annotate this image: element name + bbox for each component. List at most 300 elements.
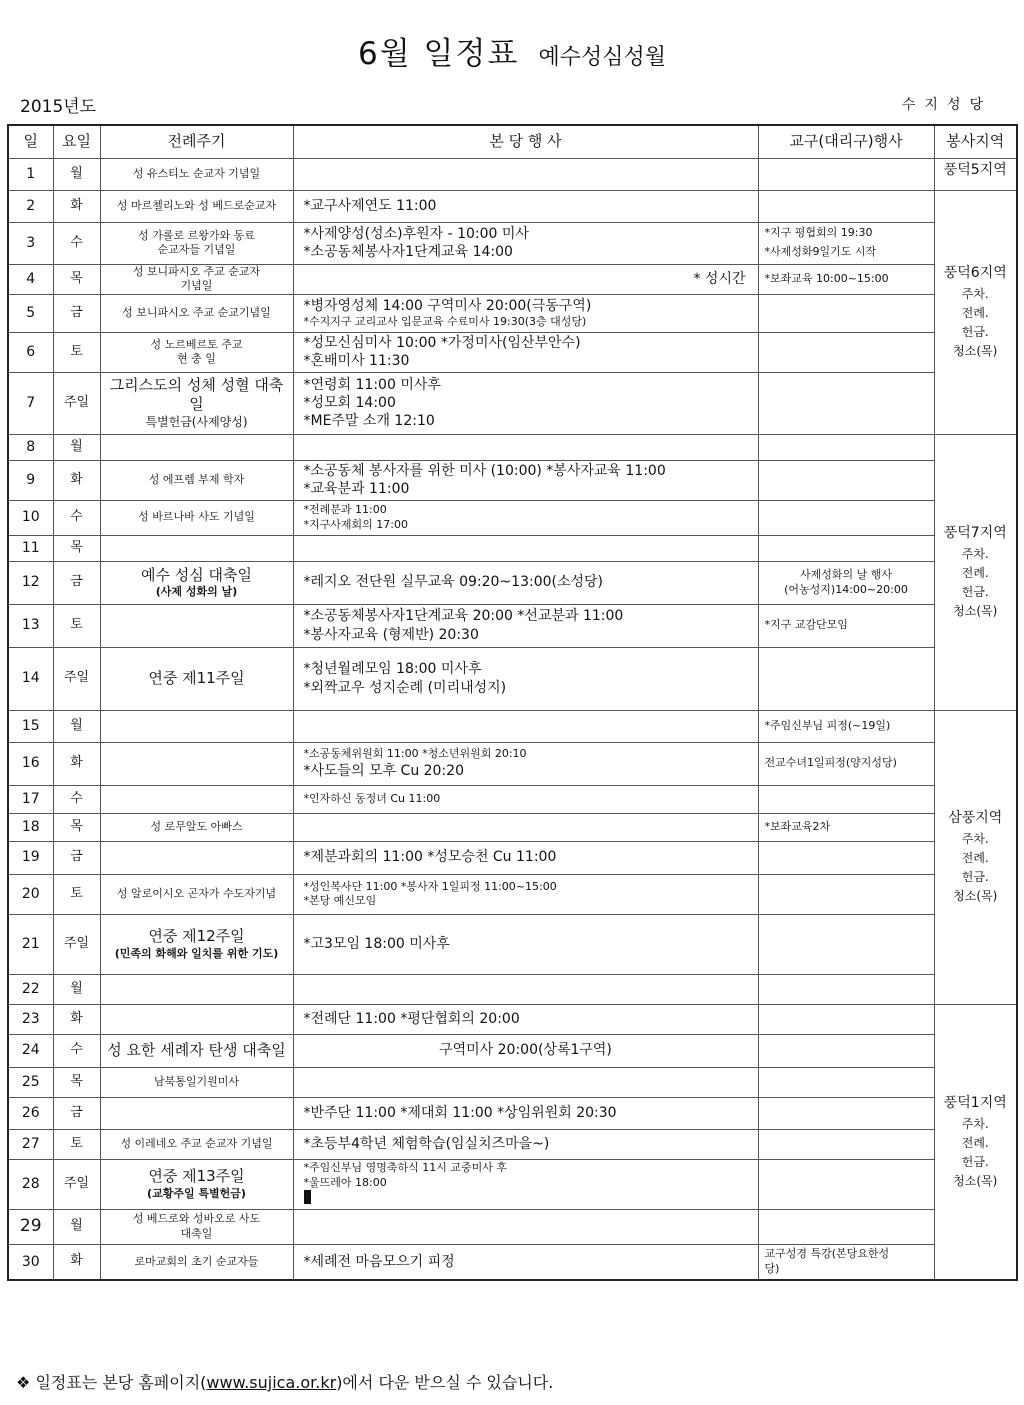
main-events-cell [293,294,758,332]
liturgy-cell [100,647,293,710]
service-area-duty: 청소(목) [953,344,998,359]
parish-label: 수지성당 [901,97,992,113]
main-event-line: *사도들의 모후 Cu 20:20 [303,762,464,779]
weekday-cell: 화 [53,460,100,500]
weekday-cell: 금 [53,561,100,604]
diocese-events-cell [758,332,934,372]
weekday-cell: 금 [53,1097,100,1129]
main-events-cell [293,264,758,294]
liturgy-line: 대축일 [180,1226,213,1240]
liturgy-cell [100,974,293,1004]
liturgy-line: 남북통일기원미사 [153,1074,239,1088]
liturgy-line: 순교자들 기념일 [157,243,236,256]
main-events-cell [293,190,758,222]
main-event-line: *지구사제회의 17:00 [303,517,408,531]
service-area-duty: 주차. [961,286,989,301]
diocese-event-line: *보좌교육 10:00~15:00 [764,271,889,285]
day-cell: 6 [8,332,53,372]
liturgy-cell [100,813,293,841]
day-cell: 5 [8,294,53,332]
main-events-cell [293,500,758,535]
day-cell: 25 [8,1067,53,1097]
weekday-cell: 주일 [53,372,100,434]
service-area-duty: 전례. [961,306,989,320]
liturgy-cell [100,1034,293,1067]
service-area-duty: 헌금. [961,870,989,885]
liturgy-cell [100,158,293,190]
main-events-cell [293,1067,758,1097]
liturgy-line: 성 마르첼리노와 성 베드로순교자 [116,198,277,212]
liturgy-cell [100,561,293,604]
liturgy-cell [100,434,293,460]
service-area-duty: 헌금. [961,325,989,340]
liturgy-cell [100,372,293,434]
year-label: 2015년도 [20,97,97,117]
main-event-line: *병자영성체 14:00 구역미사 20:00(극동구역) [303,297,592,314]
liturgy-cell [100,742,293,785]
day-cell: 18 [8,813,53,841]
service-area-duty: 헌금. [961,1154,989,1169]
main-event-line: *소공동체봉사자1단계교육 14:00 [303,244,513,260]
diocese-event-line: *주임신부님 피정(~19일) [764,718,891,732]
diocese-events-cell [758,710,934,742]
main-events-cell [293,434,758,460]
main-event-line: *전례분과 11:00 [303,503,387,517]
liturgy-cell [100,841,293,874]
diocese-events-cell [758,874,934,914]
liturgy-line: 성 유스티노 순교자 기념일 [132,166,261,180]
title-main: 6월 일정표 [358,36,520,72]
weekday-cell: 토 [53,1129,100,1159]
weekday-cell: 금 [53,841,100,874]
liturgy-cell [100,914,293,974]
liturgy-cell [100,264,293,294]
service-area-title: 풍덕5지역 [943,161,1007,178]
weekday-cell: 금 [53,294,100,332]
schedule-table [7,124,1018,1281]
table-row [8,1034,1017,1067]
liturgy-line: 현 충 일 [177,352,216,365]
liturgy-line: (교황주일 특별헌금) [147,1186,246,1200]
weekday-cell: 목 [53,1067,100,1097]
diocese-events-cell [758,500,934,535]
liturgy-line: 성 베드로와 성바오로 사도 [132,1212,261,1226]
diocese-events-cell [758,914,934,974]
footer-text-after: )에서 다운 받으실 수 있습니다. [336,1373,554,1392]
service-area-duty: 전례. [961,851,989,865]
main-event-line: *청년월례모임 18:00 미사후 [303,661,482,678]
main-event-line: *혼배미사 11:30 [303,353,410,369]
liturgy-line: 연중 제12주일 [148,927,245,946]
liturgy-cell [100,1129,293,1159]
table-row [8,1067,1017,1097]
liturgy-line: (사제 성화의 날) [155,585,238,599]
diocese-event-line: 전교수녀1일피정(양지성당) [764,756,897,770]
diocese-event-line: *보좌교육2차 [764,819,831,833]
liturgy-line: 성 알로이시오 곤자가 수도자기념 [116,886,277,900]
liturgy-cell [100,1097,293,1129]
day-cell: 30 [8,1244,53,1280]
liturgy-line: 성 에프렘 부제 학자 [148,472,245,486]
day-cell: 2 [8,190,53,222]
table-row [8,1159,1017,1209]
day-cell: 19 [8,841,53,874]
main-events-cell [293,785,758,813]
liturgy-cell [100,1159,293,1209]
day-cell: 24 [8,1034,53,1067]
service-area-cell [934,190,1017,434]
table-row [8,158,1017,190]
main-events-cell [293,158,758,190]
day-cell: 9 [8,460,53,500]
table-row [8,914,1017,974]
main-events-cell [293,332,758,372]
diocese-events-cell [758,434,934,460]
header-diocese-events: 교구(대리구)행사 [758,125,934,158]
main-events-cell [293,874,758,914]
header-weekday: 요일 [53,125,100,158]
service-area-title: 풍덕6지역 [943,265,1007,282]
day-cell: 15 [8,710,53,742]
service-area-duty: 주차. [961,831,989,846]
table-row [8,434,1017,460]
main-events-cell [293,535,758,561]
main-event-line: * 성시간 [693,270,746,287]
service-area-title: 풍덕1지역 [943,1095,1007,1112]
main-events-cell [293,647,758,710]
diocese-events-cell [758,742,934,785]
liturgy-cell [100,222,293,264]
diocese-events-cell [758,647,934,710]
diocese-event-line: *사제성화9일기도 시작 [764,245,877,258]
table-row [8,813,1017,841]
day-cell: 3 [8,222,53,264]
weekday-cell: 월 [53,434,100,460]
liturgy-line: 성 보니파시오 주교 순교자 [132,264,261,278]
header-service-area: 봉사지역 [934,125,1017,158]
diocese-events-cell [758,372,934,434]
main-event-line: *반주단 11:00 *제대회 11:00 *상임위원회 20:30 [303,1104,617,1121]
footer-note [16,1370,553,1393]
day-cell: 10 [8,500,53,535]
liturgy-cell [100,874,293,914]
main-events-cell [293,222,758,264]
liturgy-line: 성 이레네오 주교 순교자 기념일 [120,1136,273,1150]
main-events-cell [293,1097,758,1129]
liturgy-line: 성 요한 세례자 탄생 대축일 [107,1040,286,1059]
main-event-line: *전례단 11:00 *평단협회의 20:00 [303,1010,520,1027]
main-event-line: *소공동체 봉사자를 위한 미사 (10:00) *봉사자교육 11:00 [303,462,666,479]
diocese-events-cell [758,535,934,561]
main-events-cell [293,813,758,841]
weekday-cell: 수 [53,500,100,535]
diocese-events-cell [758,1159,934,1209]
weekday-cell: 토 [53,874,100,914]
main-events-cell [293,460,758,500]
service-area-duty: 청소(목) [953,889,998,904]
table-row [8,841,1017,874]
diocese-event-line: 사제성화의 날 행사 [799,568,892,582]
day-cell: 23 [8,1004,53,1034]
liturgy-cell [100,710,293,742]
liturgy-line: 예수 성심 대축일 [141,565,252,584]
diocese-event-line: *지구 평협회의 19:30 [764,226,873,240]
main-event-line: *울뜨레아 18:00 [303,1175,387,1189]
main-events-cell [293,974,758,1004]
liturgy-line: (민족의 화해와 일치를 위한 기도) [114,946,279,960]
table-row [8,974,1017,1004]
footer-bullet-icon: ❖ [16,1373,31,1392]
weekday-cell: 월 [53,1209,100,1244]
diocese-events-cell [758,1097,934,1129]
liturgy-line: 로마교회의 초기 순교자들 [134,1254,259,1268]
table-header-row [8,125,1017,158]
weekday-cell: 월 [53,710,100,742]
main-event-line: *주임신부님 영명축하식 11시 교중미사 후 [303,1161,507,1175]
table-row [8,500,1017,535]
main-event-line: *소공동체위원회 11:00 *청소년위원회 20:10 [303,747,527,761]
table-row [8,604,1017,647]
diocese-events-cell [758,604,934,647]
weekday-cell: 월 [53,974,100,1004]
main-event-line: 구역미사 20:00(상록1구역) [439,1042,612,1059]
service-area-duty: 주차. [961,1116,989,1131]
day-cell: 28 [8,1159,53,1209]
weekday-cell: 주일 [53,914,100,974]
day-cell: 20 [8,874,53,914]
diocese-events-cell [758,460,934,500]
liturgy-cell [100,460,293,500]
main-event-line: *봉사자교육 (형제반) 20:30 [303,626,479,643]
day-cell: 27 [8,1129,53,1159]
main-event-line: *성인복사단 11:00 *봉사자 1일피정 11:00~15:00 [303,879,557,893]
table-row [8,1097,1017,1129]
service-area-duty: 전례. [961,1135,989,1150]
weekday-cell: 월 [53,158,100,190]
cursor-line [304,1190,748,1207]
day-cell: 4 [8,264,53,294]
main-event-line: *연령회 11:00 미사후 [303,376,441,393]
service-area-cell [934,1004,1017,1280]
main-event-line: *교육분과 11:00 [303,481,410,497]
main-events-cell [293,841,758,874]
diocese-event-line: (어농성지)14:00~20:00 [784,582,908,596]
main-event-line: *인자하신 동정녀 Cu 11:00 [303,791,441,805]
day-cell: 22 [8,974,53,1004]
main-events-cell [293,1209,758,1244]
table-row [8,710,1017,742]
day-cell: 7 [8,372,53,434]
liturgy-line: 성 보니파시오 주교 순교기념일 [122,305,271,319]
liturgy-cell [100,1067,293,1097]
weekday-cell: 수 [53,1034,100,1067]
table-row [8,785,1017,813]
main-events-cell [293,372,758,434]
weekday-cell: 목 [53,264,100,294]
table-row [8,1209,1017,1244]
diocese-events-cell [758,1034,934,1067]
liturgy-cell [100,1244,293,1280]
liturgy-line: 성 로무알도 아빠스 [150,819,243,833]
header-liturgy: 전례주기 [100,125,293,158]
main-event-line: *외짝교우 성지순례 (미리내성지) [303,679,507,696]
liturgy-line: 성 노르베르토 주교 [150,337,243,351]
weekday-cell: 목 [53,535,100,561]
table-row [8,1129,1017,1159]
service-area-duty: 청소(목) [953,604,998,619]
main-event-line: *소공동체봉사자1단계교육 20:00 *선교분과 11:00 [303,608,624,625]
day-cell: 29 [8,1209,53,1244]
weekday-cell: 토 [53,332,100,372]
diocese-events-cell [758,1129,934,1159]
diocese-event-line: 교구성경 특강(본당요한성 [764,1247,890,1261]
service-area-duty: 청소(목) [953,1174,998,1189]
weekday-cell: 토 [53,604,100,647]
main-event-line: *교구사제연도 11:00 [303,197,437,214]
main-events-cell [293,1034,758,1067]
diocese-events-cell [758,974,934,1004]
liturgy-line: 성 바르나바 사도 기념일 [138,510,255,524]
main-events-cell [293,742,758,785]
service-area-cell [934,158,1017,190]
service-area-cell [934,434,1017,710]
header-main-events: 본 당 행 사 [293,125,758,158]
liturgy-cell [100,1004,293,1034]
liturgy-line: 연중 제13주일 [148,1167,245,1186]
liturgy-cell [100,604,293,647]
weekday-cell: 화 [53,742,100,785]
table-row [8,1004,1017,1034]
service-area-cell [934,710,1017,1004]
liturgy-cell [100,1209,293,1244]
main-event-line: *사제양성(성소)후원자 - 10:00 미사 [303,225,529,242]
weekday-cell: 목 [53,813,100,841]
table-row [8,222,1017,264]
diocese-events-cell [758,561,934,604]
diocese-events-cell [758,190,934,222]
liturgy-line: 특별헌금(사제양성) [145,414,248,429]
main-event-line: *고3모임 18:00 미사후 [303,935,450,952]
service-area-duty: 헌금. [961,585,989,600]
table-row [8,535,1017,561]
weekday-cell: 화 [53,1244,100,1280]
liturgy-cell [100,785,293,813]
main-event-line: *레지오 전단원 실무교육 09:20~13:00(소성당) [303,574,604,591]
day-cell: 21 [8,914,53,974]
table-row [8,332,1017,372]
service-area-duty: 전례. [961,566,989,580]
main-event-line: *본당 예신모임 [303,894,377,907]
table-row [8,264,1017,294]
main-events-cell [293,604,758,647]
main-event-line: *초등부4학년 체험학습(임실치즈마을~) [303,1135,550,1152]
page-title [0,28,1024,73]
diocese-events-cell [758,1004,934,1034]
title-subtitle: 예수성심성월 [538,45,666,70]
liturgy-cell [100,294,293,332]
main-event-line: *수지지구 교리교사 입문교육 수료미사 19:30(3층 대성당) [303,314,587,328]
liturgy-cell [100,500,293,535]
service-area-duty: 주차. [961,546,989,561]
diocese-event-line: *지구 교감단모임 [764,618,848,632]
main-events-cell [293,914,758,974]
liturgy-cell [100,535,293,561]
main-events-cell [293,1244,758,1280]
day-cell: 8 [8,434,53,460]
table-row [8,561,1017,604]
diocese-events-cell [758,158,934,190]
weekday-cell: 화 [53,190,100,222]
table-row [8,742,1017,785]
day-cell: 1 [8,158,53,190]
schedule-body [8,158,1017,1280]
liturgy-line: 성 가롤로 르왕가와 동료 [138,228,255,242]
main-event-line: *제분과회의 11:00 *성모승천 Cu 11:00 [303,849,557,866]
weekday-cell: 수 [53,785,100,813]
diocese-events-cell [758,1209,934,1244]
day-cell: 26 [8,1097,53,1129]
table-row [8,372,1017,434]
main-events-cell [293,710,758,742]
weekday-cell: 주일 [53,1159,100,1209]
main-event-line: *성모회 14:00 [303,394,396,411]
header-day: 일 [8,125,53,158]
text-cursor-icon [304,1190,311,1204]
diocese-event-line: 당) [764,1261,780,1275]
diocese-events-cell [758,841,934,874]
diocese-events-cell [758,294,934,332]
service-area-title: 풍덕7지역 [943,525,1007,542]
day-cell: 13 [8,604,53,647]
liturgy-line: 그리스도의 성체 성혈 대축일 [109,375,284,414]
footer-text-before: 일정표는 본당 홈페이지( [35,1373,207,1392]
day-cell: 12 [8,561,53,604]
day-cell: 14 [8,647,53,710]
main-events-cell [293,1159,758,1209]
table-row [8,874,1017,914]
day-cell: 11 [8,535,53,561]
diocese-events-cell [758,813,934,841]
diocese-events-cell [758,785,934,813]
weekday-cell: 화 [53,1004,100,1034]
main-events-cell [293,561,758,604]
weekday-cell: 주일 [53,647,100,710]
diocese-events-cell [758,222,934,264]
day-cell: 16 [8,742,53,785]
diocese-events-cell [758,1067,934,1097]
table-row [8,647,1017,710]
weekday-cell: 수 [53,222,100,264]
diocese-events-cell [758,1244,934,1280]
table-row [8,460,1017,500]
main-event-line: *성모신심미사 10:00 *가정미사(임산부안수) [303,334,581,351]
liturgy-cell [100,190,293,222]
table-row [8,1244,1017,1280]
liturgy-line: 연중 제11주일 [148,668,245,687]
day-cell: 17 [8,785,53,813]
service-area-title: 삼풍지역 [948,810,1003,827]
diocese-events-cell [758,264,934,294]
homepage-link[interactable]: www.sujica.or.kr [206,1373,337,1392]
main-event-line: *세례전 마음모으기 피정 [303,1253,455,1270]
main-event-line: *ME주말 소개 12:10 [303,413,435,430]
table-row [8,190,1017,222]
liturgy-cell [100,332,293,372]
main-events-cell [293,1129,758,1159]
liturgy-line: 기념일 [180,279,213,292]
table-row [8,294,1017,332]
main-events-cell [293,1004,758,1034]
